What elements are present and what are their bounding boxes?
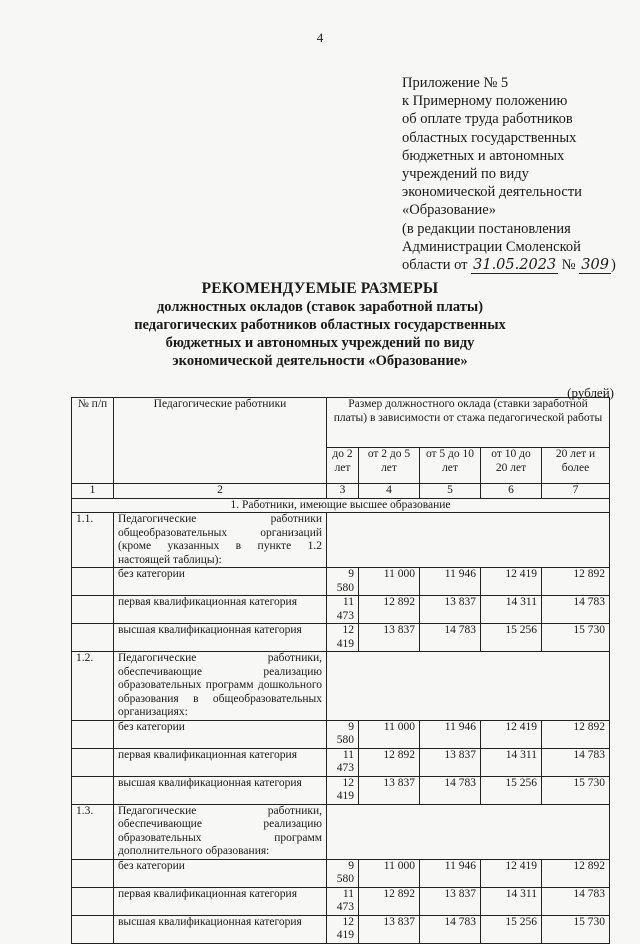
salary-value: 12 419 — [327, 915, 359, 943]
empty-cell — [72, 568, 114, 596]
salary-value: 15 730 — [542, 624, 610, 652]
empty-cell — [72, 776, 114, 804]
salary-value: 11 000 — [359, 568, 420, 596]
salary-value: 14 311 — [481, 596, 542, 624]
header-workers: Педагогические работники — [114, 398, 327, 484]
salary-value: 12 892 — [542, 568, 610, 596]
table-row — [72, 596, 610, 624]
salary-value: 13 837 — [359, 776, 420, 804]
salary-value: 12 419 — [327, 624, 359, 652]
salary-value: 11 000 — [359, 859, 420, 887]
category-label: без категории — [114, 568, 327, 596]
header-salary: Размер должностного оклада (ставки заработной платы) в зависимости от стажа педагогической работы — [327, 398, 610, 448]
salary-value: 9 580 — [327, 720, 359, 748]
header-exp: от 2 до 5 лет — [359, 448, 420, 484]
salary-value: 12 892 — [542, 859, 610, 887]
empty-cell — [327, 652, 610, 721]
group-name: Педагогические работники общеобразовательных организаций (кроме указанных в пункте 1.2 настоящей таблицы): — [114, 513, 327, 568]
date-prefix: области от — [402, 257, 468, 274]
index-cell: 5 — [420, 484, 481, 499]
group-name: Педагогические работники, обеспечивающие реализацию образовательных программ дополнительного образования: — [114, 804, 327, 859]
salary-value: 11 946 — [420, 568, 481, 596]
category-label: высшая квалификационная категория — [114, 915, 327, 943]
appendix-line: к Примерному положению — [402, 93, 568, 110]
salary-value: 11 473 — [327, 596, 359, 624]
group-num: 1.3. — [72, 804, 114, 859]
section-heading: 1. Работники, имеющие высшее образование — [72, 498, 610, 513]
appendix-line: областных государственных — [402, 129, 577, 146]
salary-value: 12 892 — [359, 887, 420, 915]
salary-value: 11 473 — [327, 887, 359, 915]
table-row — [72, 915, 610, 943]
table-row — [72, 748, 610, 776]
title-line: бюджетных и автономных учреждений по виду — [165, 335, 475, 351]
appendix-line: Администрации Смоленской — [402, 238, 581, 255]
salary-value: 15 256 — [481, 915, 542, 943]
salary-table — [71, 397, 610, 944]
salary-value: 11 473 — [327, 748, 359, 776]
header-exp: от 5 до 10 лет — [420, 448, 481, 484]
empty-cell — [72, 859, 114, 887]
group-num: 1.1. — [72, 513, 114, 568]
category-label: высшая квалификационная категория — [114, 776, 327, 804]
empty-cell — [72, 748, 114, 776]
header-exp: от 10 до 20 лет — [481, 448, 542, 484]
category-label: первая квалификационная категория — [114, 887, 327, 915]
salary-value: 14 783 — [420, 915, 481, 943]
title-line: педагогических работников областных государственных — [134, 317, 506, 333]
category-label: без категории — [114, 720, 327, 748]
salary-value: 15 730 — [542, 776, 610, 804]
header-exp: 20 лет и более — [542, 448, 610, 484]
salary-value: 15 256 — [481, 624, 542, 652]
empty-cell — [72, 596, 114, 624]
table-row — [72, 859, 610, 887]
page-number: 4 — [316, 30, 324, 45]
table-row — [72, 624, 610, 652]
salary-value: 14 783 — [542, 748, 610, 776]
category-label: без категории — [114, 859, 327, 887]
salary-value: 11 946 — [420, 859, 481, 887]
salary-value: 12 419 — [481, 859, 542, 887]
group-num: 1.2. — [72, 652, 114, 721]
index-cell: 6 — [481, 484, 542, 499]
table-row — [72, 776, 610, 804]
header-exp: до 2 лет — [327, 448, 359, 484]
salary-value: 13 837 — [359, 624, 420, 652]
salary-value: 11 946 — [420, 720, 481, 748]
table-row — [72, 720, 610, 748]
salary-value: 14 783 — [542, 887, 610, 915]
category-label: первая квалификационная категория — [114, 748, 327, 776]
index-cell: 3 — [327, 484, 359, 499]
index-cell: 2 — [114, 484, 327, 499]
category-label: первая квалификационная категория — [114, 596, 327, 624]
index-cell: 7 — [542, 484, 610, 499]
appendix-block — [402, 74, 632, 274]
document-title — [0, 280, 640, 370]
handwritten-date: 31.05.2023 — [473, 257, 557, 274]
salary-value: 9 580 — [327, 859, 359, 887]
title-line: экономической деятельности «Образование» — [172, 353, 468, 369]
appendix-line: об оплате труда работников — [402, 111, 573, 128]
salary-value: 13 837 — [420, 748, 481, 776]
appendix-line: бюджетных и автономных — [402, 147, 565, 164]
empty-cell — [327, 513, 610, 568]
salary-value: 15 256 — [481, 776, 542, 804]
table-row — [72, 568, 610, 596]
header-num: № п/п — [72, 398, 114, 484]
empty-cell — [72, 624, 114, 652]
salary-value: 11 000 — [359, 720, 420, 748]
index-row — [72, 484, 610, 499]
number-prefix: № — [561, 257, 576, 274]
salary-value: 13 837 — [420, 596, 481, 624]
title-main: РЕКОМЕНДУЕМЫЕ РАЗМЕРЫ — [201, 280, 439, 297]
category-label: высшая квалификационная категория — [114, 624, 327, 652]
appendix-line: (в редакции постановления — [402, 220, 571, 237]
salary-value: 14 783 — [420, 624, 481, 652]
salary-value: 12 419 — [481, 568, 542, 596]
salary-value: 12 892 — [359, 596, 420, 624]
title-line: должностных окладов (ставок заработной платы) — [156, 299, 484, 315]
salary-value: 15 730 — [542, 915, 610, 943]
currency-note: (рублей) — [567, 385, 614, 400]
index-cell: 1 — [72, 484, 114, 499]
index-cell: 4 — [359, 484, 420, 499]
appendix-line: учреждений по виду — [402, 166, 529, 183]
salary-value: 13 837 — [359, 915, 420, 943]
salary-value: 14 783 — [542, 596, 610, 624]
salary-value: 14 311 — [481, 887, 542, 915]
salary-value: 9 580 — [327, 568, 359, 596]
salary-value: 13 837 — [420, 887, 481, 915]
salary-value: 12 419 — [481, 720, 542, 748]
empty-cell — [72, 720, 114, 748]
handwritten-number: 309 — [581, 257, 609, 274]
appendix-line: экономической деятельности — [402, 184, 582, 201]
salary-value: 12 892 — [359, 748, 420, 776]
salary-value: 12 419 — [327, 776, 359, 804]
empty-cell — [72, 915, 114, 943]
salary-value: 14 783 — [420, 776, 481, 804]
group-name: Педагогические работники, обеспечивающие реализацию образовательных программ дошкольного образования в общеобразовательных организациях: — [114, 652, 327, 721]
salary-value: 12 892 — [542, 720, 610, 748]
appendix-date-line: области от 31.05.2023 № 309 ) — [402, 257, 616, 274]
appendix-line: «Образование» — [402, 202, 496, 219]
salary-value: 14 311 — [481, 748, 542, 776]
appendix-line: Приложение № 5 — [402, 75, 509, 91]
empty-cell — [327, 804, 610, 859]
